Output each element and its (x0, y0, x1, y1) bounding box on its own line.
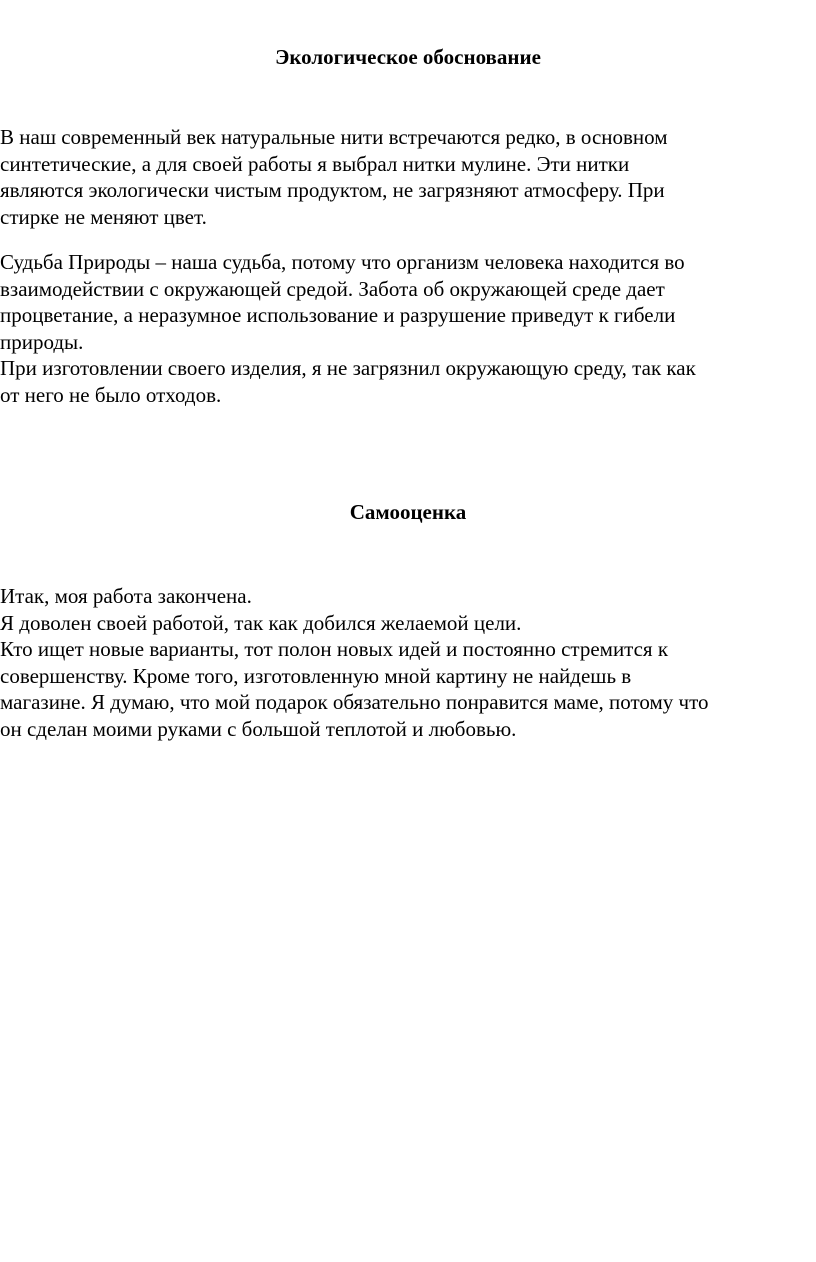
self-assessment-paragraph (0, 583, 814, 742)
text-line: он сделан моими руками с большой теплотой и любовью. (0, 716, 517, 741)
text-line: В наш современный век натуральные нити встречаются редко, в основном (0, 125, 668, 149)
text-line: процветание, а неразумное использование и разрушение приведут к гибели (0, 303, 676, 327)
text-line: являются экологически чистым продуктом, не загрязняют атмосферу. При (0, 178, 665, 202)
text-line: магазине. Я думаю, что мой подарок обязательно понравится маме, потому что (0, 690, 709, 714)
text-line: совершенству. Кроме того, изготовленную мной картину не найдешь в (0, 663, 632, 688)
text-line: Судьба Природы – наша судьба, потому что организм человека находится во (0, 250, 685, 274)
section-title-self-assessment: Самооценка (349, 500, 467, 524)
text-line: от него не было отходов. (0, 382, 222, 407)
text-line: синтетические, а для своей работы я выбрал нитки мулине. Эти нитки (0, 151, 630, 176)
ecology-paragraph-nature (0, 249, 814, 408)
text-line: При изготовлении своего изделия, я не загрязнил окружающую среду, так как (0, 356, 696, 380)
text-line: Я доволен своей работой, так как добился желаемой цели. (0, 610, 522, 635)
text-line: стирке не меняют цвет. (0, 204, 207, 229)
text-line: Итак, моя работа закончена. (0, 584, 252, 608)
ecology-paragraph-materials (0, 124, 814, 230)
section-title-ecological-justification: Экологическое обоснование (275, 45, 541, 69)
text-line: Кто ищет новые варианты, тот полон новых идей и постоянно стремится к (0, 637, 669, 661)
text-line: взаимодействии с окружающей средой. Забота об окружающей среде дает (0, 276, 665, 301)
text-line: природы. (0, 329, 84, 354)
